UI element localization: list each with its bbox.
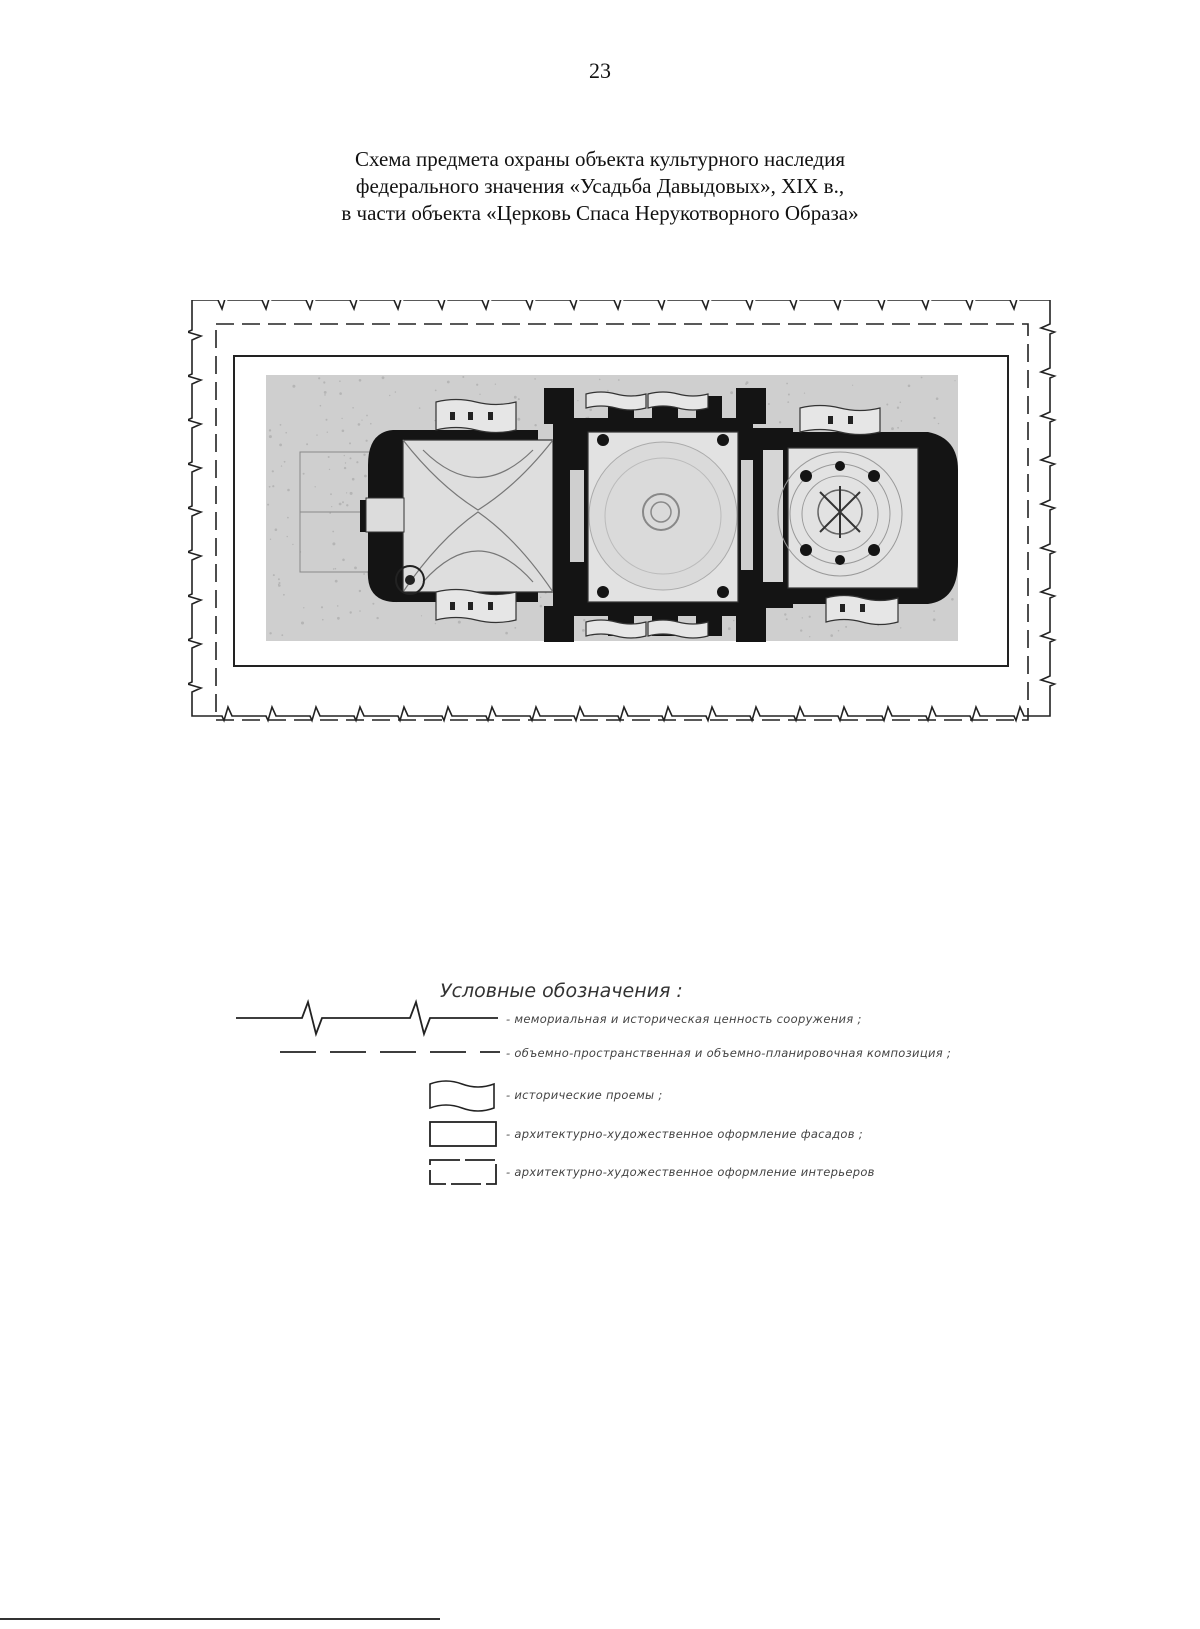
texture-dot (342, 559, 345, 562)
texture-dot (933, 417, 935, 419)
texture-dot (786, 618, 788, 620)
texture-dot (287, 536, 288, 537)
texture-dot (281, 465, 282, 466)
footnote-rule (0, 1618, 440, 1620)
texture-dot (335, 568, 337, 570)
texture-dot (382, 376, 385, 379)
texture-dot (326, 419, 328, 421)
texture-dot (329, 469, 330, 470)
texture-dot (933, 618, 936, 621)
texture-dot (886, 404, 888, 406)
texture-dot (350, 457, 352, 459)
texture-dot (332, 531, 334, 533)
texture-dot (292, 544, 293, 545)
texture-dot (349, 442, 351, 444)
nave-dome (589, 442, 737, 590)
texture-dot (337, 605, 339, 607)
texture-dot (333, 568, 334, 569)
texture-dot (784, 613, 786, 615)
title-line-1: Схема предмета охраны объекта культурного наследия (355, 147, 845, 171)
texture-dot (809, 616, 811, 618)
texture-dot (359, 610, 361, 612)
texture-dot (802, 617, 803, 618)
texture-dot (921, 377, 923, 379)
texture-dot (287, 489, 290, 492)
texture-dot (303, 473, 305, 475)
texture-dot (589, 409, 592, 412)
texture-dot (419, 407, 421, 409)
texture-dot (306, 443, 308, 445)
texture-dot (582, 629, 585, 632)
texture-dot (733, 620, 735, 622)
texture-dot (389, 395, 390, 396)
texture-dot (495, 384, 496, 385)
texture-dot (337, 617, 340, 620)
texture-dot (273, 574, 275, 576)
texture-dot (346, 504, 348, 506)
texture-dot (331, 506, 332, 507)
texture-dot (316, 434, 317, 435)
texture-dot (269, 429, 271, 431)
texture-dot (278, 578, 280, 580)
texture-dot (275, 528, 278, 531)
texture-dot (315, 486, 316, 487)
texture-dot (730, 391, 733, 394)
texture-dot (364, 475, 367, 478)
texture-dot (372, 603, 374, 605)
texture-dot (318, 377, 320, 379)
texture-dot (476, 384, 478, 386)
texture-dot (356, 461, 358, 463)
texture-dot (321, 606, 323, 608)
texture-dot (954, 380, 955, 381)
texture-dot (352, 407, 354, 409)
texture-dot (272, 485, 274, 487)
texture-dot (897, 427, 899, 429)
texture-dot (358, 423, 361, 426)
texture-dot (838, 630, 840, 632)
texture-dot (908, 385, 911, 388)
texture-dot (327, 432, 328, 433)
legend-item-interiors: - архитектурно-художественное оформление интерьеров (506, 1165, 875, 1179)
legend-item-facades: - архитектурно-художественное оформление фасадов ; (506, 1127, 863, 1141)
texture-dot (514, 396, 517, 399)
title-line-3: в части объекта «Церковь Спаса Нерукотворного Образа» (341, 201, 859, 225)
texture-dot (434, 420, 435, 421)
texture-dot (370, 423, 372, 425)
narthex-interior (403, 440, 553, 592)
texture-dot (514, 627, 516, 629)
texture-dot (540, 597, 541, 598)
texture-dot (267, 504, 269, 506)
texture-dot (342, 430, 345, 433)
texture-dot (462, 376, 464, 378)
texture-dot (354, 567, 357, 570)
texture-dot (577, 400, 578, 401)
texture-dot (332, 542, 335, 545)
texture-dot (350, 611, 352, 613)
texture-dot (534, 378, 536, 380)
legend-symbol-zigzag (236, 1002, 498, 1034)
texture-dot (292, 385, 295, 388)
texture-dot (607, 390, 609, 392)
texture-dot (435, 623, 436, 624)
nave-west-gap (570, 470, 584, 562)
legend-heading: Условные обозначения : (440, 980, 683, 1002)
texture-dot (845, 626, 847, 628)
texture-dot (339, 392, 342, 395)
texture-dot (269, 632, 271, 634)
texture-dot (281, 634, 283, 636)
texture-dot (804, 393, 805, 394)
texture-dot (779, 421, 781, 423)
texture-dot (278, 584, 281, 587)
texture-dot (852, 385, 853, 386)
texture-dot (270, 539, 271, 540)
texture-dot (280, 424, 282, 426)
texture-dot (363, 573, 365, 575)
texture-dot (335, 580, 338, 583)
texture-dot (322, 619, 324, 621)
texture-dot (350, 492, 353, 495)
texture-dot (900, 627, 901, 628)
texture-dot (447, 381, 450, 384)
texture-dot (359, 379, 362, 382)
texture-dot (269, 435, 272, 438)
texture-dot (329, 512, 331, 514)
texture-dot (344, 467, 346, 469)
texture-dot (936, 397, 939, 400)
texture-dot (395, 391, 397, 393)
connector-gap (763, 450, 783, 582)
texture-dot (301, 622, 304, 625)
texture-dot (897, 407, 899, 409)
texture-dot (323, 381, 325, 383)
texture-dot (344, 455, 345, 456)
texture-dot (435, 390, 437, 392)
texture-dot (269, 486, 271, 488)
texture-dot (339, 503, 342, 506)
texture-dot (366, 440, 368, 442)
texture-dot (951, 598, 954, 601)
texture-dot (901, 420, 903, 422)
legend-symbol-wavy-rect (430, 1081, 494, 1111)
texture-dot (324, 391, 327, 394)
texture-dot (534, 424, 536, 426)
texture-dot (728, 627, 731, 630)
texture-dot (421, 615, 422, 616)
texture-dot (517, 418, 520, 421)
texture-dot (809, 636, 810, 637)
texture-dot (303, 607, 304, 608)
texture-dot (341, 418, 342, 419)
texture-dot (891, 427, 894, 430)
texture-dot (285, 432, 287, 434)
texture-dot (345, 462, 346, 463)
legend-symbol-dashed-rect (430, 1160, 496, 1184)
texture-dot (505, 632, 508, 635)
texture-dot (330, 493, 332, 495)
texture-dot (900, 402, 902, 404)
legend-symbol-solid-rect (430, 1122, 496, 1146)
texture-dot (284, 461, 286, 463)
west-opening (366, 498, 404, 532)
legend-item-memorial: - мемориальная и историческая ценность сооружения ; (506, 1012, 862, 1026)
texture-dot (599, 379, 601, 381)
texture-dot (279, 582, 281, 584)
floor-plan-drawing (188, 300, 1088, 750)
document-title (0, 146, 1200, 227)
texture-dot (933, 610, 935, 612)
texture-dot (363, 454, 365, 456)
texture-dot (786, 383, 788, 385)
texture-dot (279, 444, 282, 447)
texture-dot (938, 423, 939, 424)
legend-item-openings: - исторические проемы ; (506, 1088, 663, 1102)
texture-dot (618, 379, 620, 381)
texture-dot (320, 405, 322, 407)
title-line-2: федерального значения «Усадьба Давыдовых», XIX в., (355, 174, 845, 198)
texture-dot (342, 501, 344, 503)
texture-dot (324, 394, 326, 396)
texture-dot (479, 394, 480, 395)
texture-dot (768, 403, 770, 405)
texture-dot (583, 619, 585, 621)
texture-dot (346, 492, 347, 493)
texture-dot (787, 401, 789, 403)
texture-dot (328, 456, 330, 458)
texture-dot (830, 634, 833, 637)
texture-dot (272, 470, 274, 472)
page-number: 23 (589, 58, 611, 83)
texture-dot (518, 398, 520, 400)
texture-dot (359, 590, 361, 592)
texture-dot (458, 621, 461, 624)
texture-dot (352, 478, 355, 481)
texture-dot (287, 517, 289, 519)
texture-dot (745, 383, 747, 385)
texture-dot (361, 420, 362, 421)
texture-dot (339, 380, 341, 382)
texture-dot (366, 415, 368, 417)
church-floor-plan (188, 300, 1088, 750)
texture-dot (376, 617, 378, 619)
texture-dot (800, 629, 802, 631)
stair-core (405, 575, 415, 585)
texture-dot (283, 594, 285, 596)
legend-item-composition: - объемно-пространственная и объемно-планировочная композиция ; (506, 1046, 952, 1060)
texture-dot (788, 394, 790, 396)
texture-dot (540, 605, 543, 608)
